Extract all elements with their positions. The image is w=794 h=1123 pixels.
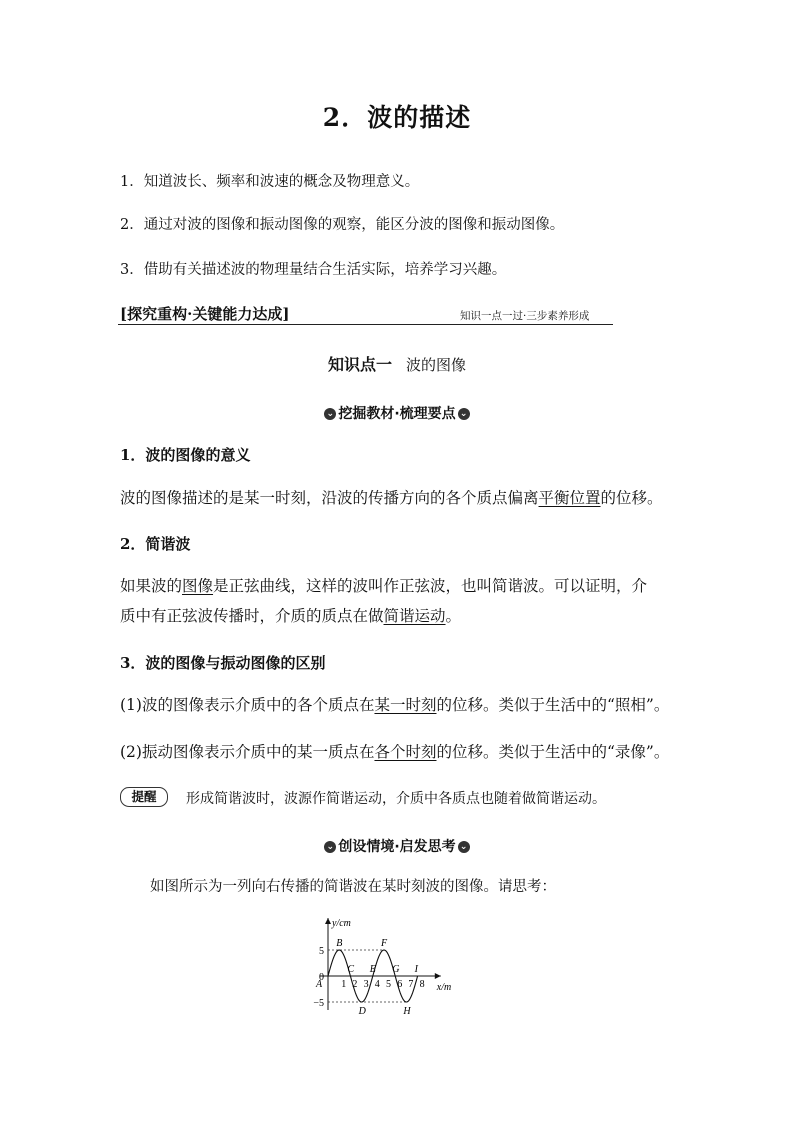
point-label-c: C [347, 964, 355, 975]
banner-context-label: 创设情境·启发思考 [338, 839, 456, 855]
knowledge-point-subtitle: 波的图像 [406, 356, 467, 374]
banner-textbook [0, 403, 794, 423]
heading-3: 3．波的图像与振动图像的区别 [120, 654, 326, 672]
heading-1: 1．波的图像的意义 [120, 446, 251, 464]
point-label-h: H [403, 1006, 411, 1017]
x-tick-label: 1 [341, 979, 347, 990]
x-axis-arrow [435, 973, 441, 979]
point-label-f: F [381, 938, 388, 949]
y-tick-label: −5 [313, 998, 324, 1009]
heading-2: 2．简谐波 [120, 535, 191, 553]
y-axis-label: y/cm [332, 918, 351, 929]
x-tick-label: 6 [397, 979, 403, 990]
x-tick-label: 5 [386, 979, 391, 990]
x-tick-label: 8 [419, 979, 425, 990]
section-header-left: [探究重构·关键能力达成] [120, 305, 290, 323]
banner-context [0, 836, 794, 856]
x-axis-label: x/m [436, 982, 452, 993]
chevron-down-icon: ⌄ [324, 408, 336, 420]
y-tick-label: 5 [319, 946, 324, 957]
x-tick-label: 7 [408, 979, 414, 990]
tip-text: 形成简谐波时，波源作简谐运动，介质中各质点也随着做简谐运动。 [186, 791, 606, 807]
point-label-d: D [358, 1006, 366, 1017]
chevron-down-icon: ⌄ [458, 841, 470, 853]
chevron-down-icon: ⌄ [324, 841, 336, 853]
knowledge-point-label: 知识点一 [327, 355, 392, 374]
knowledge-point-title [0, 352, 794, 375]
page-title: 2．波的描述 [322, 103, 472, 132]
x-tick-label: 3 [363, 979, 369, 990]
tip-badge: 提醒 [120, 787, 168, 807]
point-label-b: B [336, 938, 343, 949]
wave-chart [300, 912, 490, 1022]
section-header-right: 知识一点一过·三步素养形成 [460, 310, 590, 322]
point-label-a: A [316, 979, 323, 990]
question-text: 如图所示为一列向右传播的简谐波在某时刻波的图像。请思考： [150, 879, 556, 895]
point-label-g: G [392, 964, 400, 975]
learning-goal-2: 2．通过对波的图像和振动图像的观察，能区分波的图像和振动图像。 [120, 217, 565, 233]
paragraph-4: (2)振动图像表示介质中的某一质点在各个时刻的位移。类似于生活中的“录像”。 [120, 743, 670, 761]
point-label-e: E [369, 964, 376, 975]
paragraph-3: (1)波的图像表示介质中的各个质点在某一时刻的位移。类似于生活中的“照相”。 [120, 696, 670, 714]
banner-textbook-label: 挖掘教材·梳理要点 [338, 406, 456, 422]
y-tick-label: 0 [319, 972, 324, 983]
y-axis-arrow [325, 918, 331, 924]
chevron-down-icon: ⌄ [458, 408, 470, 420]
point-label-i: I [414, 964, 418, 975]
x-tick-label: 4 [374, 979, 380, 990]
paragraph-2: 如果波的图像是正弦曲线，这样的波叫作正弦波，也叫简谐波。可以证明，介 质中有正弦波传播时，介质的质点在做简谐运动。 [120, 577, 648, 625]
paragraph-1: 波的图像描述的是某一时刻，沿波的传播方向的各个质点偏离平衡位置的位移。 [120, 489, 663, 507]
learning-goal-1: 1．知道波长、频率和波速的概念及物理意义。 [120, 174, 420, 190]
learning-goal-3: 3．借助有关描述波的物理量结合生活实际，培养学习兴趣。 [120, 262, 507, 278]
x-tick-label: 2 [352, 979, 358, 990]
